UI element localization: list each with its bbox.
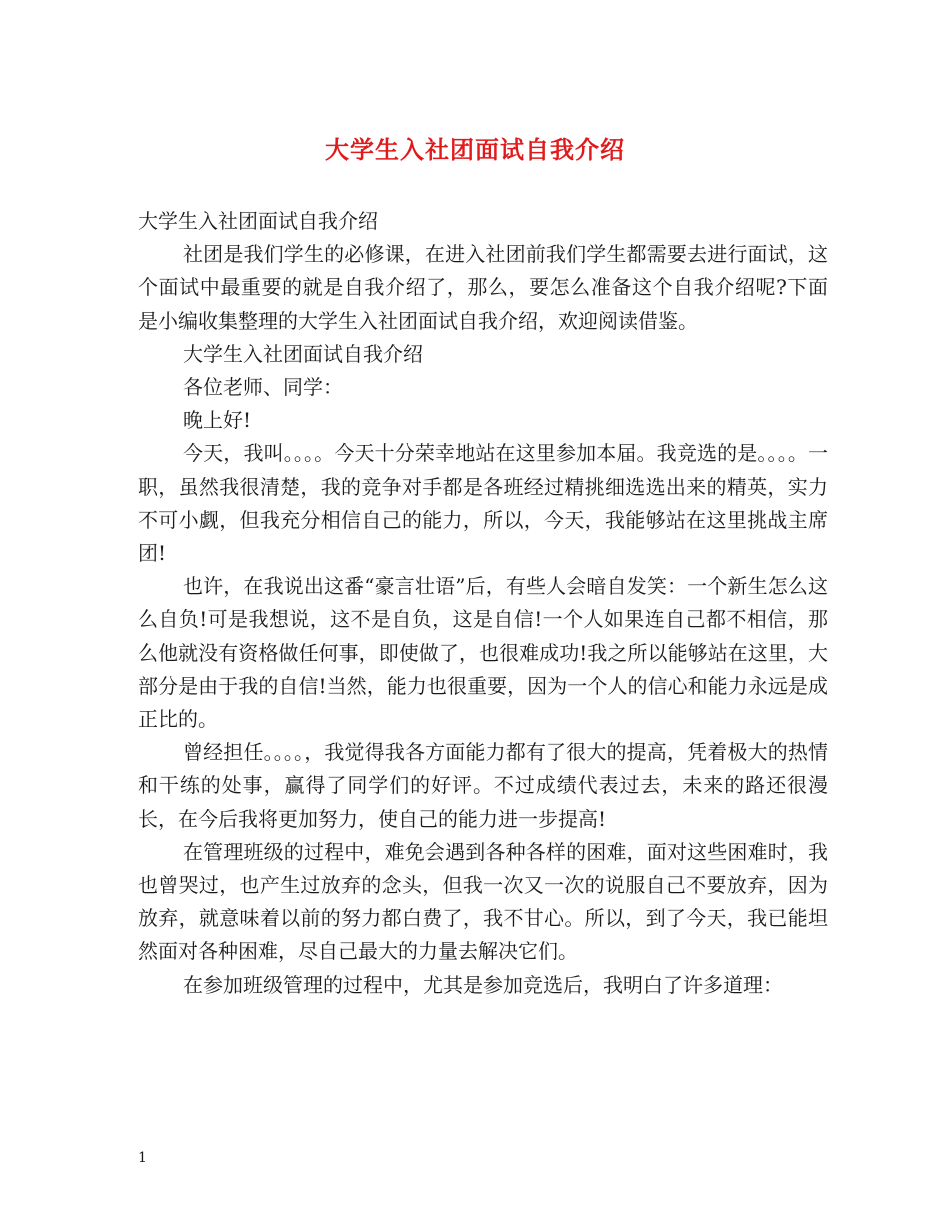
paragraph-greeting: 晚上好! [183, 408, 252, 433]
paragraph-intro: 社团是我们学生的必修课，在进入社团前我们学生都需要去进行面试，这个面试中最重要的就是自我介绍了，那么，要怎么准备这个自我介绍呢?下面是小编收集整理的大学生入社团面试自我介绍，欢迎阅读借鉴。 [138, 242, 828, 333]
paragraph-body: 在参加班级管理的过程中，尤其是参加竞选后，我明白了许多道理： [183, 972, 783, 997]
paragraph-body: 曾经担任。。。。，我觉得我各方面能力都有了很大的提高，凭着极大的热情和干练的处事，赢得了同学们的好评。不过成绩代表过去，未来的路还很漫长，在今后我将更加努力，使自己的能力进一步提高! [138, 740, 828, 831]
document-body [138, 205, 828, 1002]
paragraph-body: 在管理班级的过程中，难免会遇到各种各样的困难，面对这些困难时，我也曾哭过，也产生过放弃的念头，但我一次又一次的说服自己不要放弃，因为放弃，就意味着以前的努力都白费了，我不甘心。所以，到了今天，我已能坦然面对各种困难，尽自己最大的力量去解决它们。 [138, 839, 828, 964]
paragraph-body: 也许，在我说出这番“豪言壮语”后，有些人会暗自发笑：一个新生怎么这么自负!可是我想说，这不是自负，这是自信!一个人如果连自己都不相信，那么他就没有资格做任何事，即使做了，也很难成功!我之所以能够站在这里，大部分是由于我的自信!当然，能力也很重要，因为一个人的信心和能力永远是成正比的。 [138, 574, 828, 732]
paragraph-heading: 大学生入社团面试自我介绍 [138, 209, 378, 233]
page-number: 1 [138, 1150, 147, 1166]
paragraph-body: 今天，我叫。。。。今天十分荣幸地站在这里参加本届。我竞选的是。。。。一职，虽然我很清楚，我的竞争对手都是各班经过精挑细选选出来的精英，实力不可小觑，但我充分相信自己的能力，所以，今天，我能够站在这里挑战主席团! [138, 441, 828, 566]
paragraph-subtitle: 大学生入社团面试自我介绍 [183, 341, 423, 366]
paragraph-salutation: 各位老师、同学： [183, 375, 343, 400]
document-title: 大学生入社团面试自我介绍 [325, 135, 625, 164]
